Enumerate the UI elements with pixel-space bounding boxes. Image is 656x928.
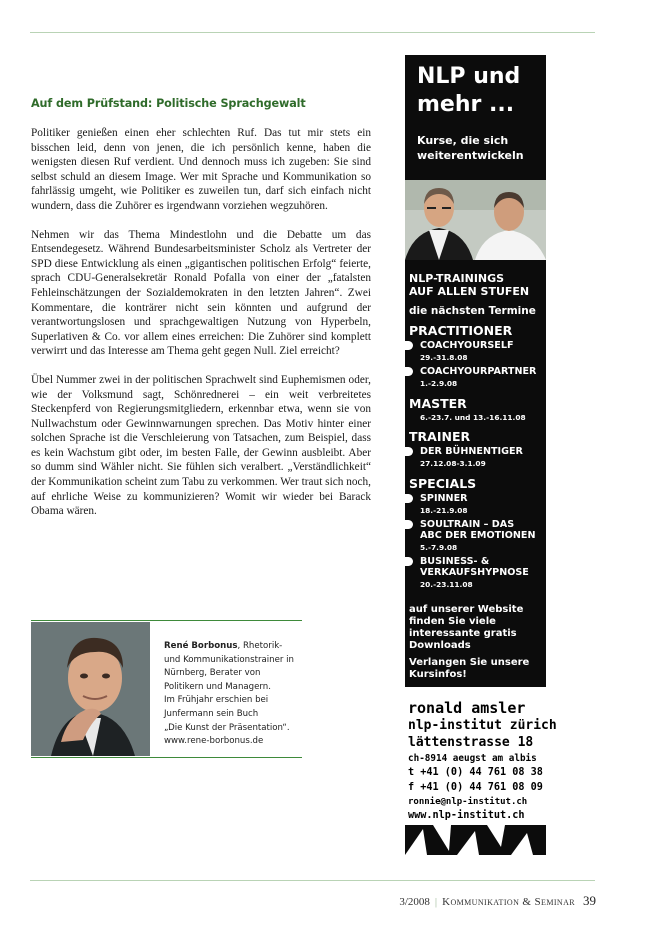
ad-course-name: COACHYOURSELF <box>420 340 514 351</box>
ad-category-trainer: TRAINER <box>409 429 471 444</box>
author-name: René Borbonus <box>164 641 238 651</box>
article-heading: Auf dem Prüfstand: Politische Sprachgewalt <box>31 97 306 110</box>
bullet-icon <box>405 494 413 503</box>
ad-course-list <box>405 260 546 687</box>
article-body <box>31 126 371 533</box>
ad-course-name: DER BÜHNENTIGER <box>420 446 523 457</box>
ad-headline-line: mehr ... <box>417 92 515 117</box>
ad-subline <box>417 134 524 163</box>
author-bio <box>164 640 304 749</box>
ad-course-name: COACHYOURPARTNER <box>420 366 537 377</box>
ad-course-name: ABC DER EMOTIONEN <box>420 530 536 541</box>
bullet-icon <box>405 447 413 456</box>
ad-contact-city: ch-8914 aeugst am albis <box>408 753 537 764</box>
ad-subline-line: weiterentwickeln <box>417 148 524 162</box>
ad-course-name: BUSINESS- & <box>420 556 490 567</box>
author-bio-line: „Die Kunst der Präsentation“. <box>164 722 290 733</box>
ad-request-text: Verlangen Sie unsere <box>409 657 530 668</box>
ad-contact-phone: t +41 (0) 44 761 08 38 <box>408 767 543 778</box>
ad-header <box>405 55 546 180</box>
bottom-rule <box>30 880 595 881</box>
author-bio-line: , Rhetorik- <box>237 641 283 651</box>
ad-website-text: Downloads <box>409 640 471 651</box>
footer-magazine: Kommunikation & Seminar <box>442 896 575 908</box>
ad-request-text: Kursinfos! <box>409 669 467 680</box>
ad-contact-fax: f +41 (0) 44 761 08 09 <box>408 782 543 793</box>
author-photo <box>31 622 150 756</box>
ad-course-date: 27.12.08-3.1.09 <box>420 459 486 468</box>
ad-course-date: 6.-23.7. und 13.-16.11.08 <box>420 413 526 422</box>
ad-course-date: 29.-31.8.08 <box>420 353 468 362</box>
advertisement <box>405 55 557 855</box>
ad-contact-web[interactable]: www.nlp-institut.ch <box>408 810 525 821</box>
ad-headline-line: NLP und <box>417 64 521 89</box>
ad-course-date: 20.-23.11.08 <box>420 580 473 589</box>
author-bio-line: Politikern und Managern. <box>164 681 271 692</box>
ad-trainings-title: NLP-TRAININGS <box>409 272 505 285</box>
footer-separator: | <box>434 896 438 908</box>
ad-trainings-title: AUF ALLEN STUFEN <box>409 285 530 298</box>
ad-course-date: 5.-7.9.08 <box>420 543 458 552</box>
ad-category-specials: SPECIALS <box>409 476 477 491</box>
author-bio-line: Im Frühjahr erschien bei <box>164 695 269 706</box>
ad-website-text: finden Sie viele <box>409 616 496 627</box>
author-bio-line: und Kommunikationstrainer in <box>164 654 294 665</box>
article-paragraph: Politiker genießen einen eher schlechten Ruf. Das tut mir stets ein bisschen leid, denn von jenen, die ich persönlich kenne, haben die wenigsten diesen Ruf verdient. Und dennoch muss ich zugeben: Sie sind selbst schuld an diesem Image. Wer mit Sprache und Kommunikation so fahrlässig umgeht, wie Politiker es zuweilen tun, darf sich einfach nicht wundern, dass die Zuhörer es irgendwann vorziehen wegzuhören. <box>31 127 371 212</box>
article-paragraph: Übel Nummer zwei in der politischen Sprachwelt sind Euphemismen oder, wie der Volksmund sagt, Schönrednerei – ein weit verbreitetes Steckenpferd von Regierungsmitgliedern, erkennbar etwa, wenn sie von Nullwachstum oder Gewinnwarnungen sprechen. Das Motiv hinter einer solchen Sprache ist die Verschleierung von Tatsachen, zum Beispiel, dass es kein Wachstum gibt oder, im besten Falle, der Gewinn ausbleibt. Aber so dumm sind Wähler nicht. Sie fühlen sich veralbert. „Verständlichkeit“ der Kommunikation scheint zum Tabu zu verkommen. Wer traut sich noch, auf ehrliche Weise zu kommunizieren? Womit wir wieder bei Barack Obama wären. <box>31 373 371 518</box>
author-bio-line: Nürnberg, Berater von <box>164 668 261 679</box>
ad-contact-name: ronald amsler <box>408 699 526 717</box>
bullet-icon <box>405 520 413 529</box>
ad-category-master: MASTER <box>409 396 467 411</box>
ad-course-name: SOULTRAIN – DAS <box>420 519 515 530</box>
ad-website-text: interessante gratis <box>409 628 517 639</box>
ad-subline-line: Kurse, die sich <box>417 134 509 147</box>
ad-website-text: auf unserer Website <box>409 604 524 615</box>
bullet-icon <box>405 367 413 376</box>
ad-course-date: 18.-21.9.08 <box>420 506 468 515</box>
ad-contact-street: lättenstrasse 18 <box>408 735 534 750</box>
ad-category-practitioner: PRACTITIONER <box>409 323 513 338</box>
ad-contact-email[interactable]: ronnie@nlp-institut.ch <box>408 797 528 807</box>
page-number: 39 <box>583 893 596 908</box>
ad-course-name: VERKAUFSHYPNOSE <box>420 567 529 578</box>
ad-course-name: SPINNER <box>420 493 468 504</box>
bullet-icon <box>405 557 413 566</box>
bullet-icon <box>405 341 413 350</box>
top-rule <box>30 32 595 33</box>
author-bio-line: Junfermann sein Buch <box>164 708 259 719</box>
ad-headline <box>417 63 520 119</box>
footer-issue: 3/2008 <box>399 896 430 908</box>
ad-contact-org: nlp-institut zürich <box>408 718 557 733</box>
ad-course-date: 1.-2.9.08 <box>420 379 458 388</box>
page-footer <box>399 893 596 909</box>
ad-next-dates: die nächsten Termine <box>409 305 536 317</box>
ad-photo <box>405 180 546 260</box>
author-box <box>31 620 302 758</box>
nlp-institut-logo <box>405 825 546 855</box>
author-box-bottom-rule <box>31 757 302 758</box>
article-paragraph: Nehmen wir das Thema Mindestlohn und die Debatte um das Entsendegesetz. Während Bundesarbeitsminister Scholz als Vertreter der SPD diese Entwicklung als einen „gigantischen politischen Erfolg“ feierte, sprach CDU-Generalsekretär Ronald Pofalla von einer der „fatalsten Fehleinschätzungen der Sozialdemokraten in den letzten Jahren“. Zwei Kommentare, die konträrer nicht sein könnten und aufgrund der verantwortungslosen und sprachgewaltigen Nutzung von Hyperbeln, Superlativen & Co. vor allem eines erreichen: Die Zuhörer sind komplett verwirrt und das Interesse am Thema geht gegen Null. Ziel erreicht? <box>31 228 371 358</box>
author-website-link[interactable]: www.rene-borbonus.de <box>164 736 264 747</box>
author-box-top-rule <box>31 620 302 621</box>
